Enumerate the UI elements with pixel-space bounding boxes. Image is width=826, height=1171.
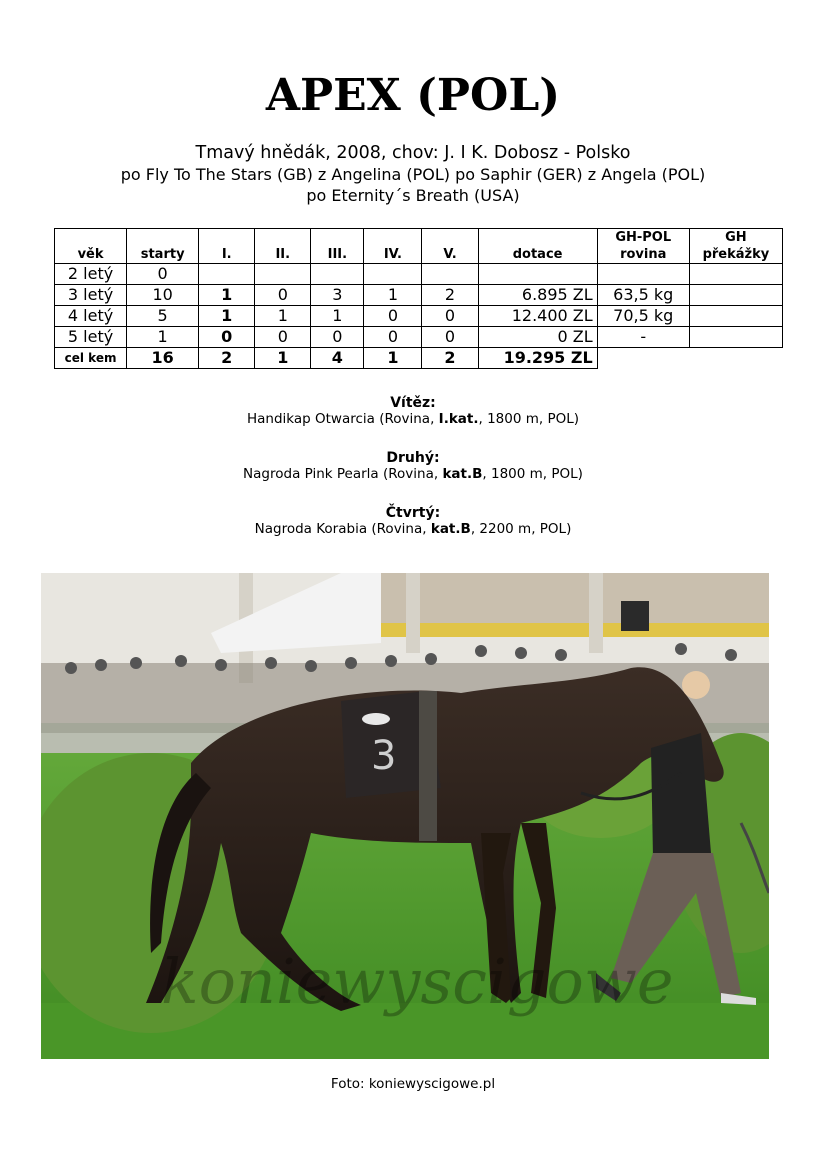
photo-watermark: koniewyscigowe bbox=[161, 945, 674, 1018]
col-gh-line1: GH bbox=[725, 230, 747, 245]
pedigree-line-1: po Fly To The Stars (GB) z Angelina (POL) po Saphir (GER) z Angela (POL) bbox=[120, 165, 706, 184]
cell-third bbox=[311, 264, 364, 285]
table-total-row bbox=[55, 348, 783, 369]
col-second: II. bbox=[255, 229, 311, 264]
cell-fourth bbox=[364, 264, 422, 285]
cell-age: 5 letý bbox=[55, 327, 127, 348]
cell-third: 0 bbox=[311, 327, 364, 348]
cell-fourth: 1 bbox=[364, 285, 422, 306]
col-gh bbox=[689, 229, 782, 264]
cell-second: 0 bbox=[255, 327, 311, 348]
cell-fourth: 0 bbox=[364, 327, 422, 348]
race-text: Nagroda Korabia (Rovina, bbox=[254, 521, 431, 537]
table-row bbox=[55, 285, 783, 306]
col-prize: dotace bbox=[478, 229, 597, 264]
cell-prize: 6.895 ZL bbox=[478, 285, 597, 306]
cell-third: 1 bbox=[311, 306, 364, 327]
cell-fourth: 0 bbox=[364, 306, 422, 327]
saddle-number: 3 bbox=[371, 733, 397, 779]
result-race bbox=[0, 466, 826, 482]
cell-age: 4 letý bbox=[55, 306, 127, 327]
cell-gh-pol: - bbox=[597, 327, 689, 348]
col-gh-line2: překážky bbox=[702, 247, 770, 262]
cell-gh bbox=[689, 264, 782, 285]
col-gh-pol-line2: rovina bbox=[620, 247, 667, 262]
pedigree-line-2: po Eternity´s Breath (USA) bbox=[306, 186, 520, 205]
col-fifth: V. bbox=[422, 229, 478, 264]
race-category: I.kat. bbox=[438, 411, 479, 427]
result-heading: Druhý: bbox=[386, 450, 440, 466]
result-heading: Čtvrtý: bbox=[385, 505, 441, 521]
col-age: věk bbox=[55, 229, 127, 264]
result-heading: Vítěz: bbox=[390, 395, 436, 411]
result-race bbox=[0, 521, 826, 537]
col-fourth: IV. bbox=[364, 229, 422, 264]
cell-first bbox=[199, 264, 255, 285]
cell-fifth: 0 bbox=[422, 327, 478, 348]
cell-starts: 0 bbox=[127, 264, 199, 285]
race-details: , 1800 m, POL) bbox=[482, 466, 583, 482]
cell-total-empty bbox=[597, 348, 782, 369]
cell-fifth bbox=[422, 264, 478, 285]
cell-first: 1 bbox=[199, 306, 255, 327]
race-text: Nagroda Pink Pearla (Rovina, bbox=[243, 466, 443, 482]
table-header-row bbox=[55, 229, 783, 264]
cell-gh-pol bbox=[597, 264, 689, 285]
cell-first: 0 bbox=[199, 327, 255, 348]
photo-caption: Foto: koniewyscigowe.pl bbox=[330, 1076, 496, 1092]
cell-second: 1 bbox=[255, 306, 311, 327]
cell-first: 1 bbox=[199, 285, 255, 306]
cell-total-fifth: 2 bbox=[422, 348, 478, 369]
result-winner bbox=[0, 395, 826, 427]
col-third: III. bbox=[311, 229, 364, 264]
col-gh-pol bbox=[597, 229, 689, 264]
cell-fifth: 0 bbox=[422, 306, 478, 327]
cell-prize: 12.400 ZL bbox=[478, 306, 597, 327]
cell-total-prize: 19.295 ZL bbox=[478, 348, 597, 369]
cell-age: 3 letý bbox=[55, 285, 127, 306]
cell-starts: 10 bbox=[127, 285, 199, 306]
result-fourth bbox=[0, 505, 826, 537]
cell-prize: 0 ZL bbox=[478, 327, 597, 348]
cell-second bbox=[255, 264, 311, 285]
race-category: kat.B bbox=[430, 521, 471, 537]
cell-total-first: 2 bbox=[199, 348, 255, 369]
table-row bbox=[55, 327, 783, 348]
page-title: APEX (POL) bbox=[265, 70, 561, 121]
result-second bbox=[0, 450, 826, 482]
cell-total-label: cel kem bbox=[55, 348, 127, 369]
cell-fifth: 2 bbox=[422, 285, 478, 306]
cell-total-starts: 16 bbox=[127, 348, 199, 369]
cell-total-second: 1 bbox=[255, 348, 311, 369]
cell-gh bbox=[689, 327, 782, 348]
cell-second: 0 bbox=[255, 285, 311, 306]
cell-gh-pol: 70,5 kg bbox=[597, 306, 689, 327]
cell-starts: 1 bbox=[127, 327, 199, 348]
race-details: , 1800 m, POL) bbox=[478, 411, 580, 427]
race-text: Handikap Otwarcia (Rovina, bbox=[246, 411, 439, 427]
cell-gh bbox=[689, 306, 782, 327]
cell-starts: 5 bbox=[127, 306, 199, 327]
cell-age: 2 letý bbox=[55, 264, 127, 285]
cell-total-fourth: 1 bbox=[364, 348, 422, 369]
col-starts: starty bbox=[127, 229, 199, 264]
table-row bbox=[55, 264, 783, 285]
race-stats-table bbox=[54, 228, 783, 369]
race-category: kat.B bbox=[442, 466, 483, 482]
col-first: I. bbox=[199, 229, 255, 264]
table-row bbox=[55, 306, 783, 327]
cell-total-third: 4 bbox=[311, 348, 364, 369]
cell-gh bbox=[689, 285, 782, 306]
result-race bbox=[0, 411, 826, 427]
race-details: , 2200 m, POL) bbox=[470, 521, 572, 537]
cell-prize bbox=[478, 264, 597, 285]
cell-third: 3 bbox=[311, 285, 364, 306]
horse-description: Tmavý hnědák, 2008, chov: J. I K. Dobosz - Polsko bbox=[195, 143, 631, 163]
horse-photo-illustration bbox=[41, 573, 769, 1059]
col-gh-pol-line1: GH-POL bbox=[615, 230, 672, 245]
cell-gh-pol: 63,5 kg bbox=[597, 285, 689, 306]
horse-photo bbox=[41, 573, 769, 1059]
